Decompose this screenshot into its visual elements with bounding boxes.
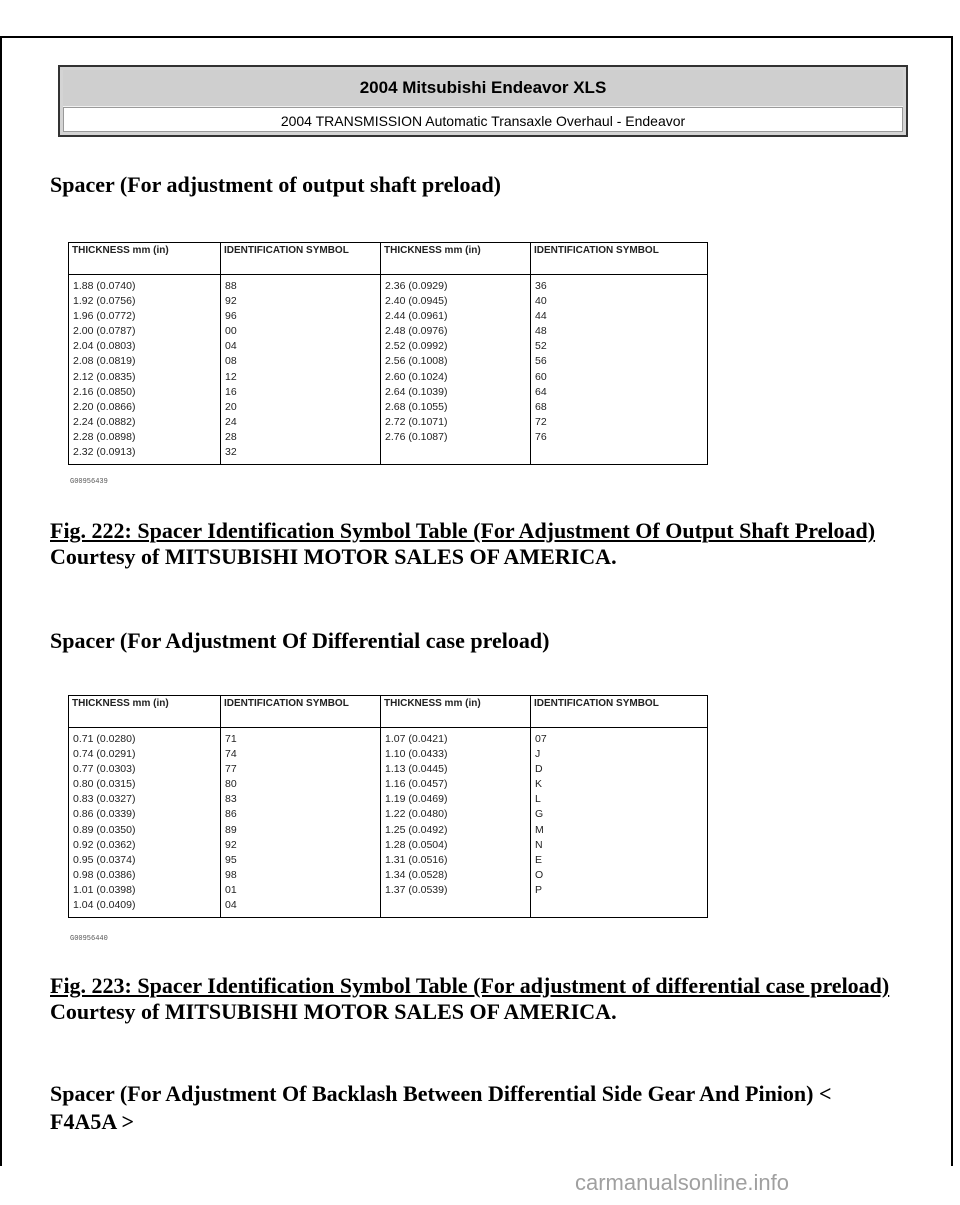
vehicle-title: 2004 Mitsubishi Endeavor XLS — [63, 70, 903, 107]
table-cell: 76 — [531, 430, 708, 445]
table-cell: 48 — [531, 324, 708, 339]
table-cell: 2.64 (0.1039) — [381, 385, 531, 400]
figure-title: Fig. 223: Spacer Identification Symbol Table (For adjustment of differential case preload) — [50, 973, 890, 998]
table-cell: 1.04 (0.0409) — [69, 898, 221, 918]
spacer-table-output-shaft — [68, 242, 708, 465]
table-header-row — [69, 243, 708, 275]
table-cell: 07 — [531, 728, 708, 748]
table-row — [69, 275, 708, 295]
column-header: THICKNESS mm (in) — [69, 696, 221, 728]
table-cell: 2.04 (0.0803) — [69, 339, 221, 354]
table-cell: 0.86 (0.0339) — [69, 807, 221, 822]
table-cell: 1.34 (0.0528) — [381, 868, 531, 883]
table-cell: 1.22 (0.0480) — [381, 807, 531, 822]
table-cell: 2.44 (0.0961) — [381, 309, 531, 324]
column-header: IDENTIFICATION SYMBOL — [531, 243, 708, 275]
table-cell: 08 — [221, 354, 381, 369]
table-row — [69, 747, 708, 762]
table-header-row — [69, 696, 708, 728]
table-cell: 0.71 (0.0280) — [69, 728, 221, 748]
table-row — [69, 400, 708, 415]
table-cell: 68 — [531, 400, 708, 415]
table-cell: 88 — [221, 275, 381, 295]
spacer-table-differential-case — [68, 695, 708, 918]
column-header: IDENTIFICATION SYMBOL — [531, 696, 708, 728]
table-cell: O — [531, 868, 708, 883]
table-cell: 2.40 (0.0945) — [381, 294, 531, 309]
table-cell: 86 — [221, 807, 381, 822]
table-cell: 1.28 (0.0504) — [381, 838, 531, 853]
table-cell — [381, 898, 531, 918]
table-cell: 1.13 (0.0445) — [381, 762, 531, 777]
table-cell: 2.56 (0.1008) — [381, 354, 531, 369]
section-subtitle: 2004 TRANSMISSION Automatic Transaxle Overhaul - Endeavor — [63, 107, 903, 132]
table-row — [69, 728, 708, 748]
table-cell: N — [531, 838, 708, 853]
table-row — [69, 807, 708, 822]
table-cell: 2.32 (0.0913) — [69, 445, 221, 465]
column-header: IDENTIFICATION SYMBOL — [221, 243, 381, 275]
table-cell: 98 — [221, 868, 381, 883]
table-row — [69, 777, 708, 792]
table-cell: 01 — [221, 883, 381, 898]
table-cell: 04 — [221, 339, 381, 354]
table-cell: 1.92 (0.0756) — [69, 294, 221, 309]
table-cell: 1.16 (0.0457) — [381, 777, 531, 792]
table-cell: 0.74 (0.0291) — [69, 747, 221, 762]
table-cell: 28 — [221, 430, 381, 445]
table-row — [69, 430, 708, 445]
table-cell: 44 — [531, 309, 708, 324]
section-heading-differential-case: Spacer (For Adjustment Of Differential case preload) — [50, 628, 550, 653]
table-cell: M — [531, 823, 708, 838]
table-cell: 16 — [221, 385, 381, 400]
table-cell: 92 — [221, 294, 381, 309]
table-cell — [381, 445, 531, 465]
table-cell: 2.76 (0.1087) — [381, 430, 531, 445]
table-row — [69, 339, 708, 354]
column-header: THICKNESS mm (in) — [381, 696, 531, 728]
table-cell: 2.52 (0.0992) — [381, 339, 531, 354]
table-cell: K — [531, 777, 708, 792]
document-header — [58, 65, 908, 137]
table-cell: 2.08 (0.0819) — [69, 354, 221, 369]
table-cell: 1.37 (0.0539) — [381, 883, 531, 898]
table-cell: D — [531, 762, 708, 777]
table-row — [69, 385, 708, 400]
figure-caption-222 — [50, 518, 875, 570]
table-cell: 80 — [221, 777, 381, 792]
table-cell: 2.24 (0.0882) — [69, 415, 221, 430]
table-cell: E — [531, 853, 708, 868]
table-cell: 56 — [531, 354, 708, 369]
table-cell: 2.72 (0.1071) — [381, 415, 531, 430]
table-cell: P — [531, 883, 708, 898]
table-cell: 77 — [221, 762, 381, 777]
table-cell: 1.25 (0.0492) — [381, 823, 531, 838]
table-row — [69, 762, 708, 777]
table-cell: 2.68 (0.1055) — [381, 400, 531, 415]
table-cell: 0.98 (0.0386) — [69, 868, 221, 883]
column-header: IDENTIFICATION SYMBOL — [221, 696, 381, 728]
table-cell: 00 — [221, 324, 381, 339]
watermark: carmanualsonline.info — [575, 1170, 790, 1195]
table-cell: 0.83 (0.0327) — [69, 792, 221, 807]
table-cell: 1.07 (0.0421) — [381, 728, 531, 748]
table-cell: 2.16 (0.0850) — [69, 385, 221, 400]
table-cell: 2.48 (0.0976) — [381, 324, 531, 339]
table-row — [69, 415, 708, 430]
table-cell: 2.60 (0.1024) — [381, 370, 531, 385]
table-row — [69, 883, 708, 898]
table-row — [69, 853, 708, 868]
table-cell: 0.89 (0.0350) — [69, 823, 221, 838]
table-row — [69, 309, 708, 324]
figure-code: G00956439 — [70, 478, 108, 486]
table-cell: 36 — [531, 275, 708, 295]
table-cell: 32 — [221, 445, 381, 465]
table-row — [69, 838, 708, 853]
table-cell: L — [531, 792, 708, 807]
figure-title: Fig. 222: Spacer Identification Symbol Table (For Adjustment Of Output Shaft Preload) — [50, 518, 876, 543]
courtesy-line: Courtesy of MITSUBISHI MOTOR SALES OF AMERICA. — [50, 999, 617, 1024]
figure-caption-223 — [50, 973, 889, 1025]
table-cell: 20 — [221, 400, 381, 415]
table-cell: 52 — [531, 339, 708, 354]
figure-code: G00956440 — [70, 935, 108, 943]
table-cell: 1.96 (0.0772) — [69, 309, 221, 324]
table-cell: 04 — [221, 898, 381, 918]
table-cell: 89 — [221, 823, 381, 838]
table-cell: 2.00 (0.0787) — [69, 324, 221, 339]
table-row — [69, 898, 708, 918]
table-row — [69, 354, 708, 369]
table-cell: 1.01 (0.0398) — [69, 883, 221, 898]
table-cell: 40 — [531, 294, 708, 309]
table-row — [69, 324, 708, 339]
table-cell: 2.36 (0.0929) — [381, 275, 531, 295]
table-cell: 1.88 (0.0740) — [69, 275, 221, 295]
column-header: THICKNESS mm (in) — [69, 243, 221, 275]
table-cell: 24 — [221, 415, 381, 430]
table-cell: 1.10 (0.0433) — [381, 747, 531, 762]
section-heading-backlash: Spacer (For Adjustment Of Backlash Between Differential Side Gear And Pinion) < F4A5A > — [50, 1081, 832, 1134]
table-cell: 71 — [221, 728, 381, 748]
table-row — [69, 294, 708, 309]
table-cell: 0.77 (0.0303) — [69, 762, 221, 777]
table-cell: 12 — [221, 370, 381, 385]
table-cell: 72 — [531, 415, 708, 430]
table-cell: 64 — [531, 385, 708, 400]
table-cell: 83 — [221, 792, 381, 807]
table-row — [69, 823, 708, 838]
table-cell: 2.28 (0.0898) — [69, 430, 221, 445]
table-cell: 74 — [221, 747, 381, 762]
table-cell: 96 — [221, 309, 381, 324]
table-row — [69, 370, 708, 385]
table-row — [69, 868, 708, 883]
table-cell: 1.19 (0.0469) — [381, 792, 531, 807]
table-row — [69, 445, 708, 465]
table-cell: 2.20 (0.0866) — [69, 400, 221, 415]
table-cell: 0.92 (0.0362) — [69, 838, 221, 853]
table-cell — [531, 445, 708, 465]
table-cell: 92 — [221, 838, 381, 853]
table-cell: 0.95 (0.0374) — [69, 853, 221, 868]
table-cell: 60 — [531, 370, 708, 385]
table-cell: 95 — [221, 853, 381, 868]
table-cell: J — [531, 747, 708, 762]
table-row — [69, 792, 708, 807]
table-cell: 0.80 (0.0315) — [69, 777, 221, 792]
section-heading-output-shaft: Spacer (For adjustment of output shaft preload) — [50, 172, 502, 197]
table-cell: 1.31 (0.0516) — [381, 853, 531, 868]
courtesy-line: Courtesy of MITSUBISHI MOTOR SALES OF AMERICA. — [50, 544, 617, 569]
table-cell — [531, 898, 708, 918]
table-cell: 2.12 (0.0835) — [69, 370, 221, 385]
column-header: THICKNESS mm (in) — [381, 243, 531, 275]
table-cell: G — [531, 807, 708, 822]
